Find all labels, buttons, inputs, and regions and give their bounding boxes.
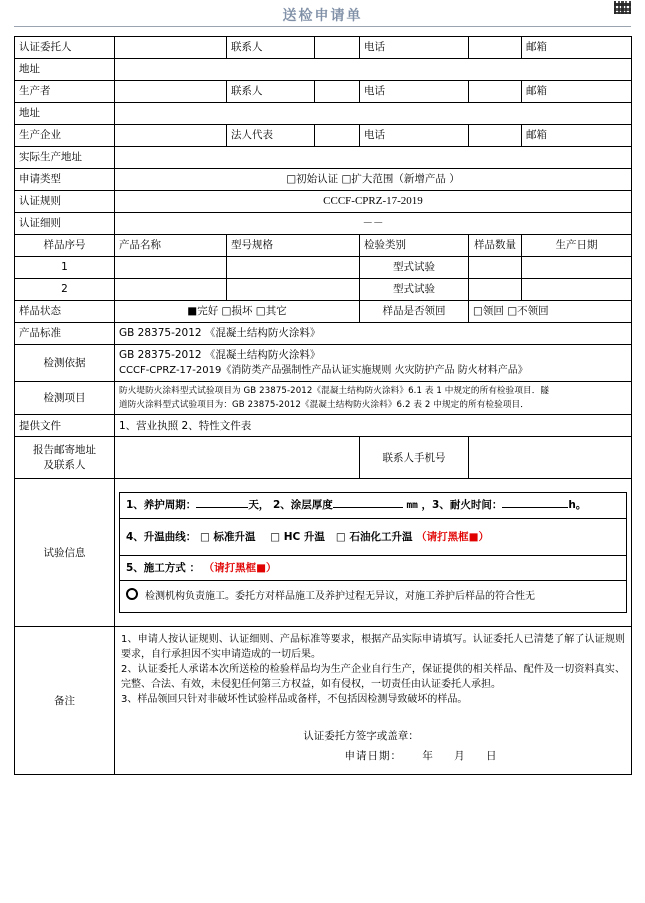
email-label: 邮箱 xyxy=(522,37,632,59)
sample-status-options[interactable]: ■完好 □损坏 □其它 xyxy=(115,301,360,323)
address-value-field[interactable] xyxy=(115,59,632,81)
heating-curve-option-standard[interactable]: □ 标准升温 xyxy=(199,530,256,543)
sample-col-name: 产品名称 xyxy=(115,235,227,257)
construction-method-note: （请打黑框■） xyxy=(203,561,277,574)
sample-qty-field[interactable] xyxy=(469,279,522,301)
test-info-label: 试验信息 xyxy=(15,479,115,627)
apply-type-options[interactable]: □初始认证 □扩大范围（新增产品 ） xyxy=(115,169,632,191)
sample-col-category: 检验类别 xyxy=(360,235,469,257)
sample-col-no: 样品序号 xyxy=(15,235,115,257)
remarks-label: 备注 xyxy=(15,627,115,775)
construction-method-label: 5、施工方式 ： xyxy=(126,561,200,574)
contact-label: 联系人 xyxy=(227,37,315,59)
mobile-field[interactable] xyxy=(469,437,632,479)
inspection-application-table xyxy=(14,36,632,775)
sample-date-field[interactable] xyxy=(522,257,632,279)
sample-category: 型式试验 xyxy=(360,279,469,301)
sample-col-date: 生产日期 xyxy=(522,235,632,257)
table-row-mail-address xyxy=(15,437,632,479)
manufacturer-label: 生产企业 xyxy=(15,125,115,147)
sample-table-row xyxy=(15,257,632,279)
fire-time-input[interactable] xyxy=(502,507,568,508)
table-row-address-1 xyxy=(15,59,632,81)
producer-value-field[interactable] xyxy=(115,81,227,103)
manufacturer-value-field[interactable] xyxy=(115,125,227,147)
table-row-test-items xyxy=(15,381,632,414)
address-label: 地址 xyxy=(15,59,115,81)
sample-return-options[interactable]: □领回 □不领回 xyxy=(469,301,632,323)
remark-item: 1、申请人按认证规则、认证细则、产品标准等要求，根据产品实际申请填写。认证委托人已清楚了解了认证规则要求，自行承担因不实申请造成的一切后果。 xyxy=(121,634,625,661)
coating-thickness-label: 2、涂层厚度 xyxy=(272,498,333,511)
applicant-label: 认证委托人 xyxy=(15,37,115,59)
address2-label: 地址 xyxy=(15,103,115,125)
mobile-label: 联系人手机号 xyxy=(360,437,469,479)
table-row-remarks xyxy=(15,627,632,775)
test-info-item-4[interactable] xyxy=(120,519,626,556)
sample-return-label: 样品是否领回 xyxy=(360,301,469,323)
sample-no: 2 xyxy=(15,279,115,301)
remarks-body xyxy=(115,627,632,775)
test-items-label: 检测项目 xyxy=(15,381,115,414)
sample-status-label: 样品状态 xyxy=(15,301,115,323)
curing-period-label: 1、养护周期： xyxy=(126,498,197,511)
qr-code-icon xyxy=(614,1,631,14)
sample-qty-field[interactable] xyxy=(469,257,522,279)
actual-address-label: 实际生产地址 xyxy=(15,147,115,169)
test-info-item-1[interactable] xyxy=(120,493,626,519)
producer-email-label: 邮箱 xyxy=(522,81,632,103)
mail-address-label-line-1: 报告邮寄地址 xyxy=(33,444,96,457)
date-month-unit: 月 xyxy=(454,750,466,763)
heating-curve-option-hc[interactable]: □ HC 升温 xyxy=(270,530,325,543)
coating-thickness-input[interactable] xyxy=(333,507,403,508)
sample-col-model: 型号规格 xyxy=(227,235,360,257)
cert-rule-label: 认证规则 xyxy=(15,191,115,213)
header-divider xyxy=(14,26,631,27)
heating-curve-option-petrochemical[interactable]: □ 石油化工升温 xyxy=(335,530,413,543)
test-info-body xyxy=(115,479,632,627)
documents-label: 提供文件 xyxy=(15,415,115,437)
signature-label[interactable]: 认证委托方签字或盖章： xyxy=(303,730,419,743)
product-standard-label: 产品标准 xyxy=(15,323,115,345)
cert-rule-value: CCCF-CPRZ-17-2019 xyxy=(115,191,632,213)
fire-time-unit: h。 xyxy=(568,498,587,511)
test-basis-line-1: GB 28375-2012 《混凝土结构防火涂料》 xyxy=(119,349,321,361)
table-row-cert-rule xyxy=(15,191,632,213)
table-row-applicant xyxy=(15,37,632,59)
signature-block xyxy=(121,727,625,767)
test-items-line-2: 道防火涂料型式试验项目为：GB 23875-2012《混凝土结构防火涂料》6.2 表 2 中规定的所有检验项目． xyxy=(119,399,529,410)
application-date-label: 申请日期： xyxy=(344,750,402,763)
table-row-test-basis xyxy=(15,345,632,382)
table-row-product-standard xyxy=(15,323,632,345)
table-row-actual-address xyxy=(15,147,632,169)
producer-contact-field[interactable] xyxy=(315,81,360,103)
test-info-item-5[interactable] xyxy=(120,556,626,581)
sample-name-field[interactable] xyxy=(115,279,227,301)
test-basis-value xyxy=(115,345,632,382)
actual-address-field[interactable] xyxy=(115,147,632,169)
coating-thickness-unit: mm xyxy=(406,499,418,511)
date-year-unit: 年 xyxy=(422,750,434,763)
curing-period-input[interactable] xyxy=(196,507,248,508)
construction-method-bullet[interactable] xyxy=(120,581,626,613)
table-row-test-info xyxy=(15,479,632,627)
form-container xyxy=(0,36,645,775)
sample-category: 型式试验 xyxy=(360,257,469,279)
address2-value-field[interactable] xyxy=(115,103,632,125)
table-row-producer xyxy=(15,81,632,103)
manufacturer-phone-field[interactable] xyxy=(469,125,522,147)
test-items-line-1: 防火堤防火涂料型式试验项目为 GB 23875-2012《混凝土结构防火涂料》6.1 表 1 中规定的所有检验项目．隧 xyxy=(119,385,550,396)
fire-time-label: ，3、耐火时间： xyxy=(421,498,503,511)
phone-label: 电话 xyxy=(360,37,469,59)
application-date-line[interactable] xyxy=(121,747,625,767)
apply-type-label: 申请类型 xyxy=(15,169,115,191)
mail-address-label xyxy=(15,437,115,479)
table-row-apply-type xyxy=(15,169,632,191)
radio-selected-icon[interactable] xyxy=(126,588,138,600)
contact-value-field[interactable] xyxy=(315,37,360,59)
sample-model-field[interactable] xyxy=(227,279,360,301)
remark-item: 3、样品领回只针对非破坏性试验样品或备样，不包括因检测导致破坏的样品。 xyxy=(121,694,468,706)
producer-phone-field[interactable] xyxy=(469,81,522,103)
test-items-value xyxy=(115,381,632,414)
sample-table-header xyxy=(15,235,632,257)
manufacturer-phone-label: 电话 xyxy=(360,125,469,147)
legal-rep-field[interactable] xyxy=(315,125,360,147)
applicant-value-field[interactable] xyxy=(115,37,227,59)
phone-value-field[interactable] xyxy=(469,37,522,59)
remark-item: 2、认证委托人承诺本次所送检的检验样品均为生产企业自行生产，保证提供的相关样品、配件及一切资料真实、完整、合法、有效，未侵犯任何第三方权益，如有侵权，一切责任由认证委托人承担。 xyxy=(121,664,625,691)
table-row-manufacturer xyxy=(15,125,632,147)
documents-value: 1、营业执照 2、特性文件表 xyxy=(115,415,632,437)
date-day-unit: 日 xyxy=(486,750,498,763)
cert-detail-label: 认证细则 xyxy=(15,213,115,235)
product-standard-value: GB 28375-2012 《混凝土结构防火涂料》 xyxy=(115,323,632,345)
table-row-documents xyxy=(15,415,632,437)
table-row-address-2 xyxy=(15,103,632,125)
cert-detail-value: －－ xyxy=(115,213,632,235)
producer-phone-label: 电话 xyxy=(360,81,469,103)
page-title: 送检申请单 xyxy=(282,8,363,24)
test-basis-label: 检测依据 xyxy=(15,345,115,382)
table-row-cert-detail xyxy=(15,213,632,235)
document-header xyxy=(0,0,645,36)
mail-address-label-line-2: 及联系人 xyxy=(43,458,86,471)
mail-address-field[interactable] xyxy=(115,437,360,479)
sample-no: 1 xyxy=(15,257,115,279)
curing-period-unit: 天， xyxy=(248,498,270,511)
sample-table-row xyxy=(15,279,632,301)
table-row-sample-status xyxy=(15,301,632,323)
sample-date-field[interactable] xyxy=(522,279,632,301)
construction-method-bullet-text: 检测机构负责施工。委托方对样品施工及养护过程无异议，对施工养护后样品的符合性无 xyxy=(145,590,535,602)
sample-col-qty: 样品数量 xyxy=(469,235,522,257)
producer-label: 生产者 xyxy=(15,81,115,103)
legal-rep-label: 法人代表 xyxy=(227,125,315,147)
heating-curve-note: （请打黑框■） xyxy=(416,530,490,543)
test-info-box xyxy=(119,492,627,614)
sample-name-field[interactable] xyxy=(115,257,227,279)
test-basis-line-2: CCCF-CPRZ-17-2019《消防类产品强制性产品认证实施规则 火灾防护产品 防火材料产品》 xyxy=(119,365,528,377)
manufacturer-email-label: 邮箱 xyxy=(522,125,632,147)
producer-contact-label: 联系人 xyxy=(227,81,315,103)
sample-model-field[interactable] xyxy=(227,257,360,279)
heating-curve-label: 4、升温曲线： xyxy=(126,530,197,543)
